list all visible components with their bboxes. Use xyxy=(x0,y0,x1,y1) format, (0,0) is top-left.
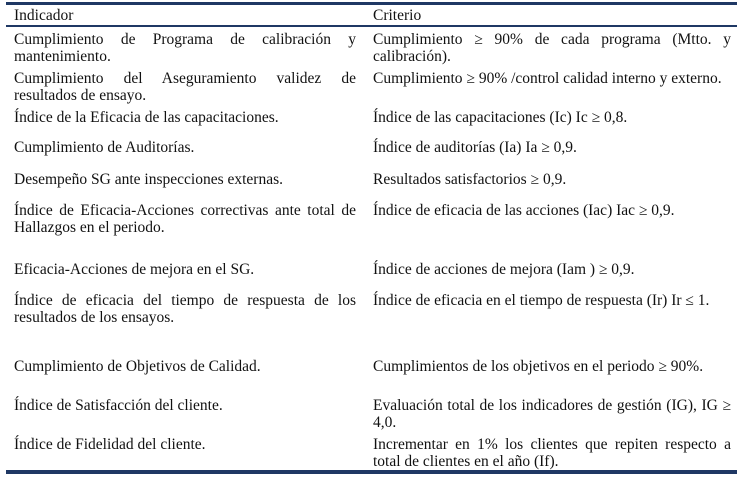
row-10-criterio: Evaluación total de los indicadores de gestión (IG), IG ≥ 4,0. xyxy=(373,397,731,431)
row-9-indicador: Cumplimiento de Objetivos de Calidad. xyxy=(14,358,261,375)
row-6-indicador: Índice de Eficacia-Acciones correctivas ante total de Hallazgos en el periodo. xyxy=(14,202,356,236)
row-1-criterio: Cumplimiento ≥ 90% de cada programa (Mtto. y calibración). xyxy=(373,31,731,65)
row-11-indicador: Índice de Fidelidad del cliente. xyxy=(14,436,206,453)
row-2-criterio: Cumplimiento ≥ 90% /control calidad interno y externo. xyxy=(373,70,722,87)
row-5-indicador: Desempeño SG ante inspecciones externas. xyxy=(14,171,284,188)
row-9-criterio: Cumplimientos de los objetivos en el periodo ≥ 90%. xyxy=(373,358,704,375)
header-indicador: Indicador xyxy=(14,7,74,24)
row-10-indicador: Índice de Satisfacción del cliente. xyxy=(14,397,223,414)
table-bottom-rule xyxy=(6,470,737,474)
row-1-indicador: Cumplimiento de Programa de calibración y mantenimiento. xyxy=(14,31,356,65)
indicators-table xyxy=(6,0,737,474)
table-top-rule xyxy=(6,2,737,5)
header-rule xyxy=(6,25,737,27)
row-11-criterio: Incrementar en 1% los clientes que repiten respecto a total de clientes en el año (If). xyxy=(373,436,731,470)
row-8-indicador: Índice de eficacia del tiempo de respuesta de los resultados de los ensayos. xyxy=(14,292,356,326)
header-criterio: Criterio xyxy=(373,7,422,24)
row-3-indicador: Índice de la Eficacia de las capacitaciones. xyxy=(14,109,279,126)
row-5-criterio: Resultados satisfactorios ≥ 0,9. xyxy=(373,171,567,188)
row-7-criterio: Índice de acciones de mejora (Iam ) ≥ 0,9. xyxy=(373,261,635,278)
row-2-indicador: Cumplimiento del Aseguramiento validez de resultados de ensayo. xyxy=(14,70,356,104)
row-7-indicador: Eficacia-Acciones de mejora en el SG. xyxy=(14,261,255,278)
row-6-criterio: Índice de eficacia de las acciones (Iac) Iac ≥ 0,9. xyxy=(373,202,675,219)
row-3-criterio: Índice de las capacitaciones (Ic) Ic ≥ 0,8. xyxy=(373,109,628,126)
row-4-indicador: Cumplimiento de Auditorías. xyxy=(14,139,195,156)
row-4-criterio: Índice de auditorías (Ia) Ia ≥ 0,9. xyxy=(373,139,577,156)
row-8-criterio: Índice de eficacia en el tiempo de respuesta (Ir) Ir ≤ 1. xyxy=(373,292,710,309)
